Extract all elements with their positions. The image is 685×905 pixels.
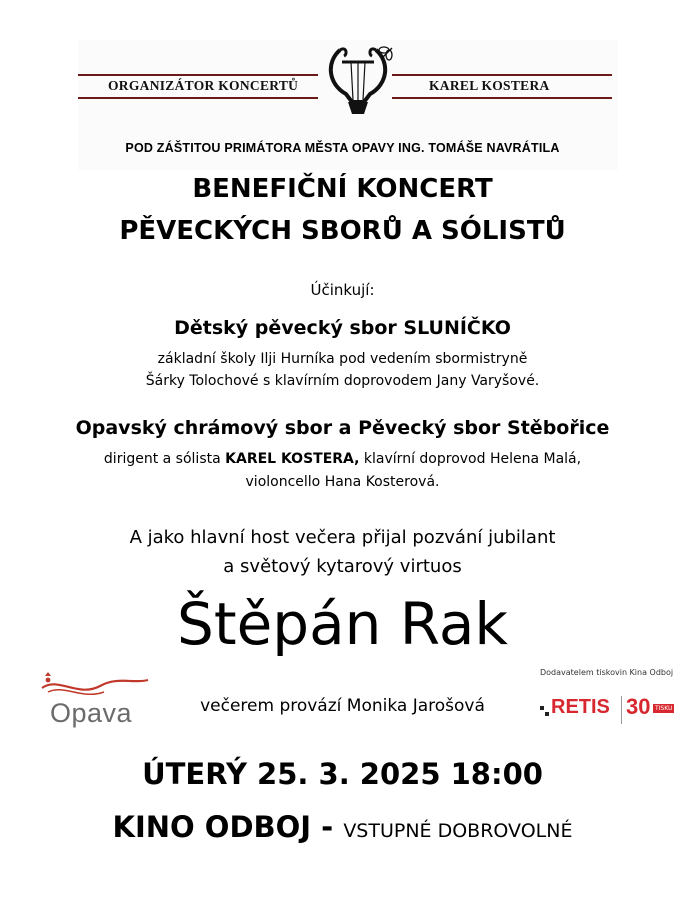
banner-rule xyxy=(78,74,318,76)
concert-title-line2: PĚVECKÝCH SBORŮ A SÓLISTŮ xyxy=(119,216,566,246)
retis-logo-text: RETIS xyxy=(551,696,610,718)
choir1-detail-line2: Šárky Tolochové s klavírním doprovodem Jany Varyšové. xyxy=(145,373,540,389)
retis-logo xyxy=(540,694,675,728)
lyre-icon xyxy=(318,40,398,125)
choir2-detail-line2: violoncello Hana Kosterová. xyxy=(245,474,440,490)
organizer-name: KAREL KOSTERA xyxy=(429,78,550,93)
admission-note: VSTUPNÉ DOBROVOLNÉ xyxy=(343,820,573,842)
guest-intro-line2: a světový kytarový virtuos xyxy=(223,556,462,577)
retis-badge: 30 xyxy=(626,694,651,719)
guest-name: Štěpán Rak xyxy=(177,590,508,658)
retis-dot xyxy=(545,712,549,716)
retis-sub: TISKU xyxy=(655,705,673,712)
choir2-detail-text: klavírní doprovod Helena Malá, xyxy=(359,451,582,467)
banner-rule xyxy=(392,74,612,76)
supplier-note: Dodavatelem tiskovin Kina Odboj xyxy=(540,668,674,677)
guest-intro-line1: A jako hlavní host večera přijal pozvání jubilant xyxy=(129,527,556,548)
organizer-label: ORGANIZÁTOR KONCERTŮ xyxy=(108,78,299,93)
patronage-line: POD ZÁŠTITOU PRIMÁTORA MĚSTA OPAVY ING. TOMÁŠE NAVRÁTILA xyxy=(125,141,560,155)
choir1-detail-line1: základní školy Ilji Hurníka pod vedením sbormistryně xyxy=(157,351,528,367)
conductor-name: KAREL KOSTERA, xyxy=(225,451,360,467)
concert-title-line1: BENEFIČNÍ KONCERT xyxy=(192,174,493,204)
host-line: večerem provází Monika Jarošová xyxy=(200,696,485,716)
event-venue: KINO ODBOJ - xyxy=(112,810,344,844)
choir1-name: Dětský pěvecký sbor SLUNÍČKO xyxy=(174,317,511,339)
retis-dot xyxy=(540,706,544,710)
performers-label: Účinkují: xyxy=(310,281,375,299)
choir2-name: Opavský chrámový sbor a Pěvecký sbor Stěbořice xyxy=(75,417,610,439)
banner-rule xyxy=(78,97,318,99)
choir2-detail-line1 xyxy=(0,449,685,471)
retis-divider xyxy=(621,696,622,724)
event-venue-line xyxy=(0,810,685,844)
event-date: ÚTERÝ 25. 3. 2025 18:00 xyxy=(142,757,543,791)
opava-logo-text: Opava xyxy=(50,698,133,728)
choir2-detail-text: dirigent a sólista xyxy=(103,451,226,467)
banner-rule xyxy=(392,97,612,99)
